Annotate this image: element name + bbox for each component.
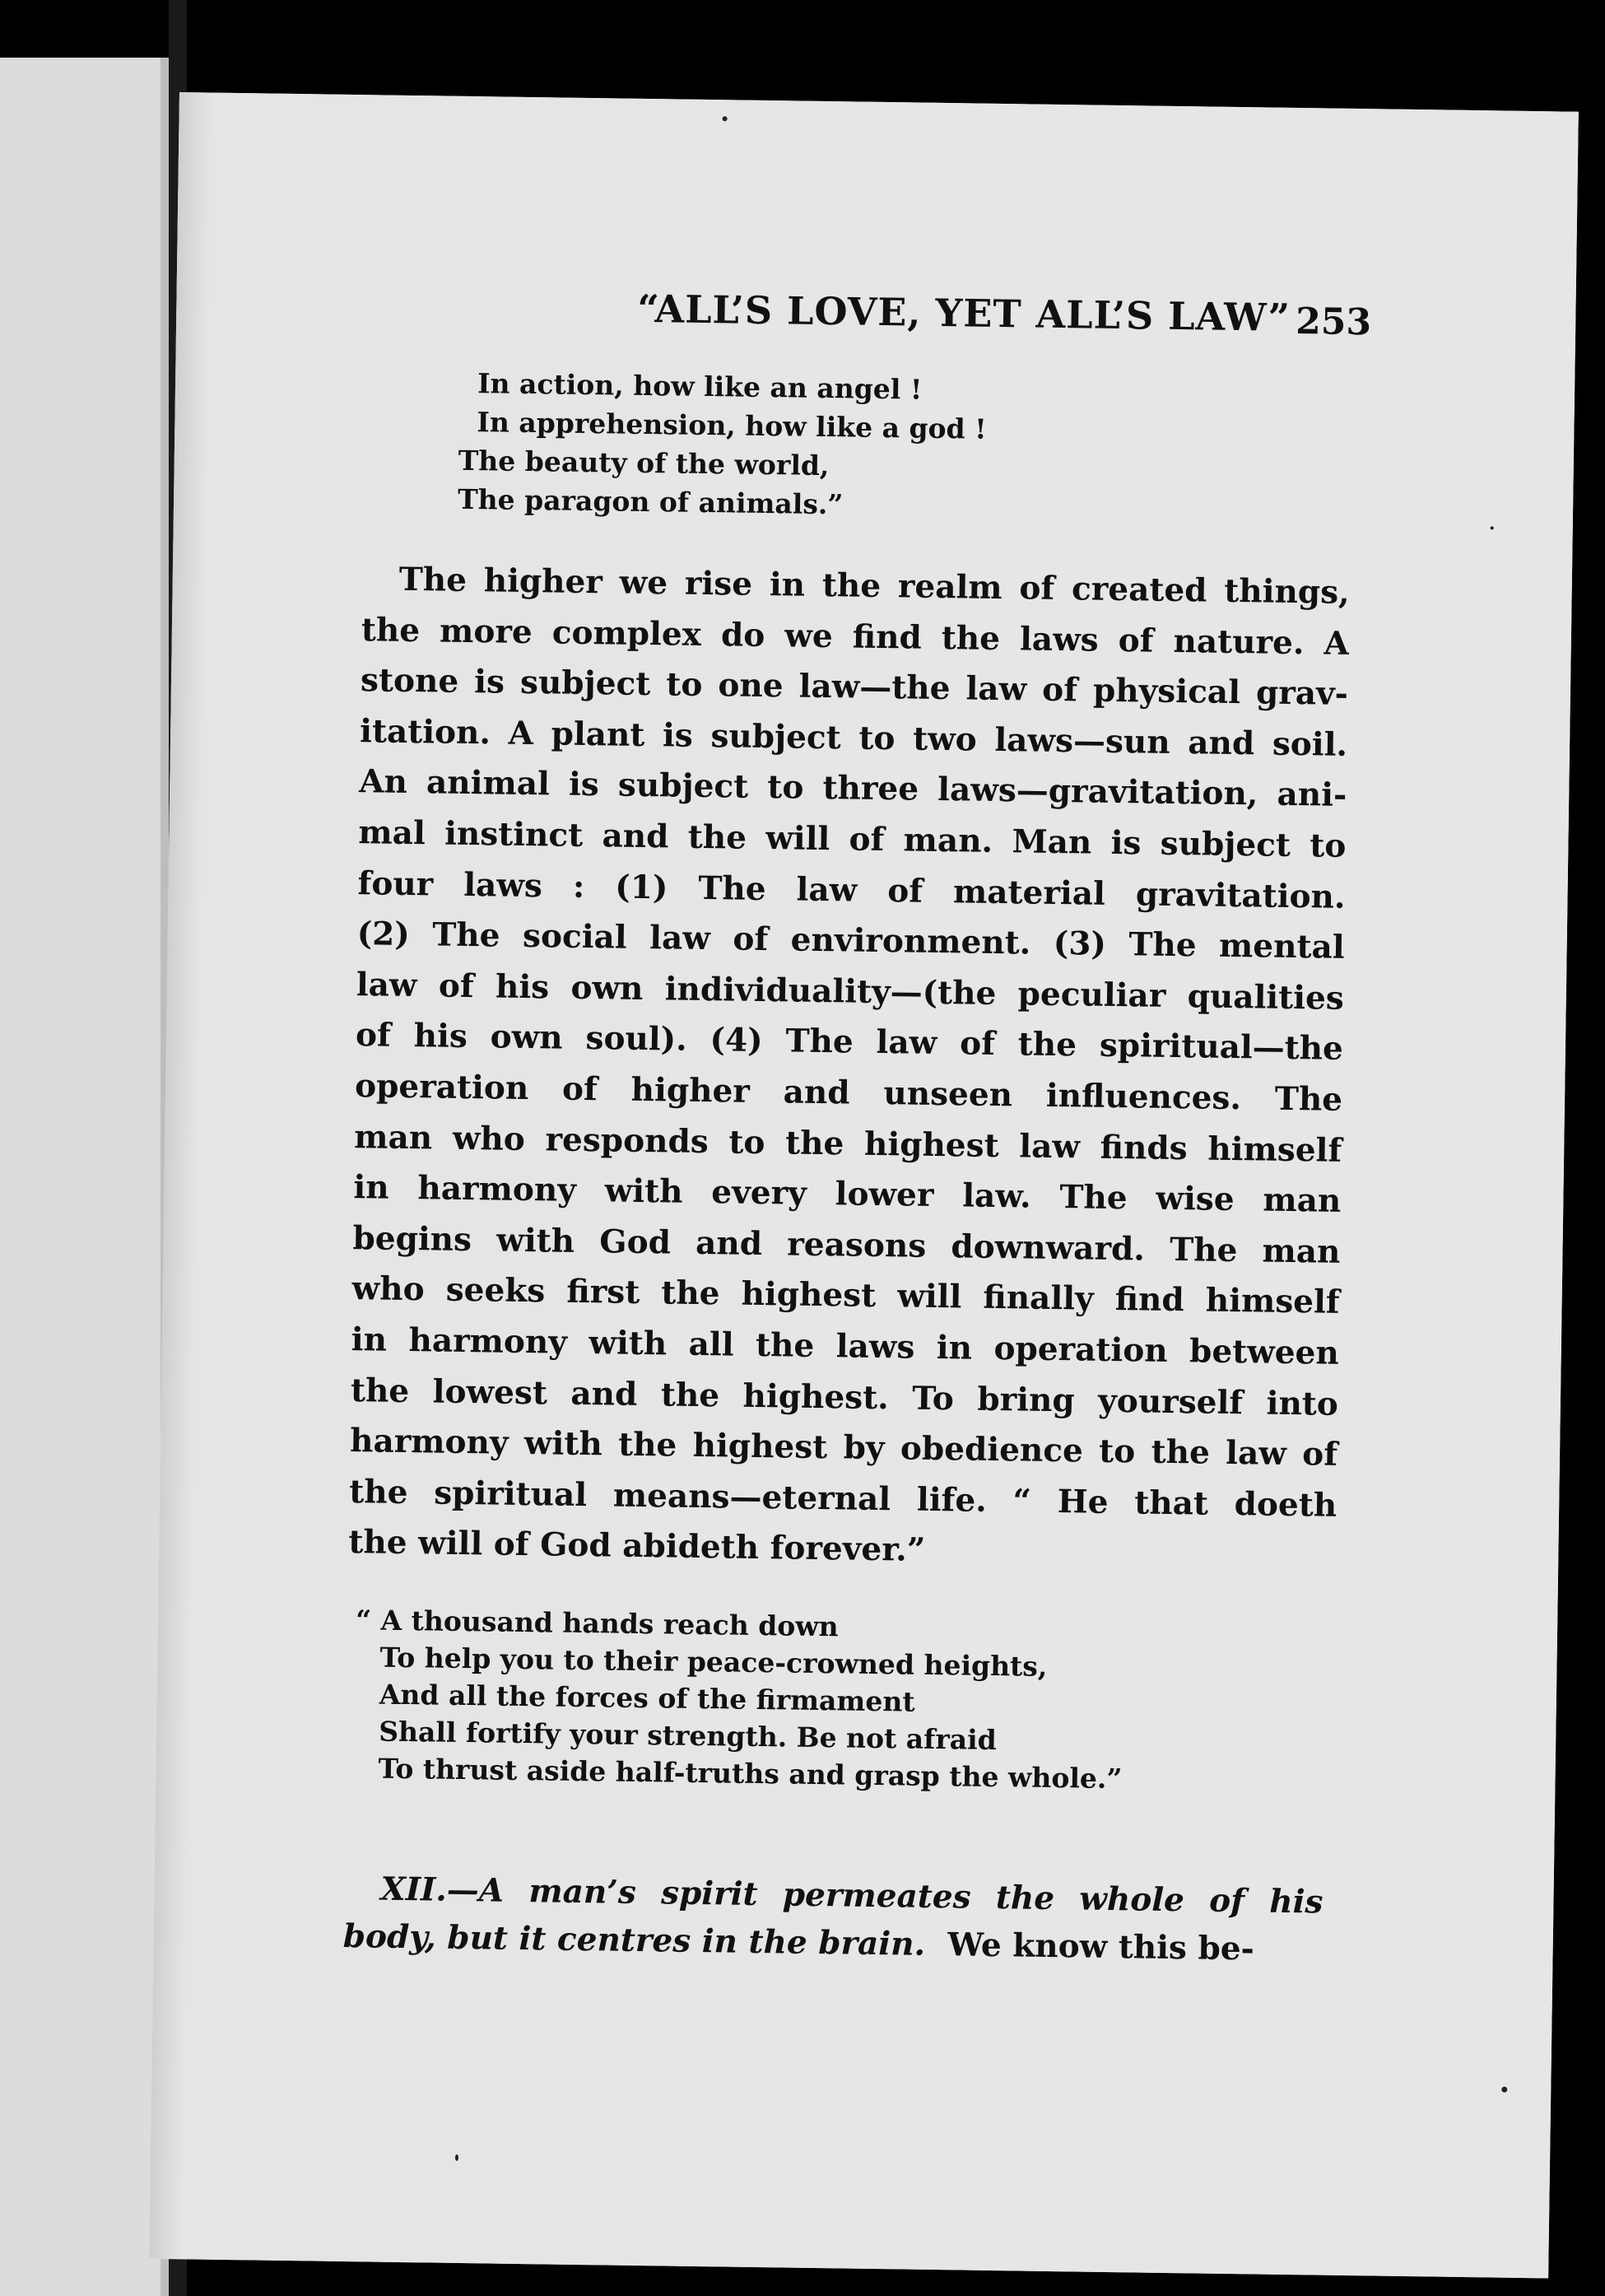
paragraph-line: An animal is subject to three laws—gravitation, ani- — [359, 762, 1347, 815]
paragraph-line: the lowest and the highest. To bring yourself into — [350, 1371, 1339, 1423]
verse-line: “ A thousand hands reach down — [355, 1604, 839, 1643]
paragraph-line: the more complex do we find the laws of nature. A — [361, 610, 1350, 663]
book-page — [149, 92, 1579, 2278]
page-number: 253 — [1295, 300, 1372, 344]
verse-line: To help you to their peace-crowned heights, — [379, 1641, 1048, 1683]
paragraph-line: in harmony with every lower law. The wise man — [353, 1168, 1342, 1220]
paragraph-line: who seeks first the highest will finally find himself — [351, 1269, 1340, 1322]
section-xii — [342, 1865, 1324, 1974]
verse-quotation-top — [458, 364, 988, 526]
verse-line: The beauty of the world, — [458, 444, 830, 482]
section-heading-line: XII.—A man’s spirit permeates the whole of his — [380, 1870, 1324, 1921]
verse-line: And all the forces of the firmament — [379, 1678, 915, 1718]
scan-speck — [1491, 526, 1494, 529]
body-paragraph — [348, 554, 1350, 1582]
paragraph-line: law of his own individuality—(the peculiar qualities — [356, 965, 1345, 1018]
verse-line: Shall fortify your strength. Be not afraid — [378, 1715, 998, 1757]
paragraph-line: man who responds to the highest law finds himself — [353, 1117, 1342, 1170]
paragraph-line: operation of higher and unseen influences. The — [354, 1067, 1343, 1119]
running-head: “ALL’S LOVE, YET ALL’S LAW” — [637, 286, 1291, 340]
paragraph-line: of his own soul). (4) The law of the spiritual—the — [355, 1016, 1344, 1069]
verse-line: In apprehension, how like a god ! — [477, 406, 987, 445]
scan-speck — [723, 116, 728, 121]
paragraph-line: the spiritual means—eternal life. “ He that doeth — [348, 1472, 1338, 1525]
paragraph-line: begins with God and reasons downward. The man — [352, 1218, 1341, 1271]
section-text-continuation: We know this be- — [924, 1925, 1255, 1968]
paragraph-line: The higher we rise in the realm of created things, — [398, 560, 1350, 612]
paragraph-line: stone is subject to one law—the law of physical grav- — [360, 661, 1349, 714]
scan-speck — [1501, 2087, 1507, 2093]
verse-line: To thrust aside half-truths and grasp the whole.” — [378, 1752, 1123, 1795]
paragraph-line: harmony with the highest by obedience to the law of — [349, 1422, 1338, 1474]
paragraph-line: four laws : (1) The law of material gravitation. — [357, 864, 1346, 916]
verse-quotation-bottom — [353, 1601, 1124, 1797]
verse-line: In action, how like an angel ! — [477, 367, 923, 406]
facing-page-edge — [0, 58, 169, 2296]
paragraph-line: itation. A plant is subject to two laws—sun and soil. — [359, 711, 1348, 764]
paragraph-line: (2) The social law of environment. (3) The mental — [356, 915, 1345, 967]
paragraph-line: the will of God abideth forever.” — [348, 1523, 926, 1570]
paragraph-line: mal instinct and the will of man. Man is subject to — [358, 813, 1347, 865]
verse-line: The paragon of animals.” — [457, 482, 844, 521]
paragraph-line: in harmony with all the laws in operation between — [351, 1320, 1340, 1372]
section-heading-continuation: body, but it centres in the brain. — [342, 1916, 926, 1963]
